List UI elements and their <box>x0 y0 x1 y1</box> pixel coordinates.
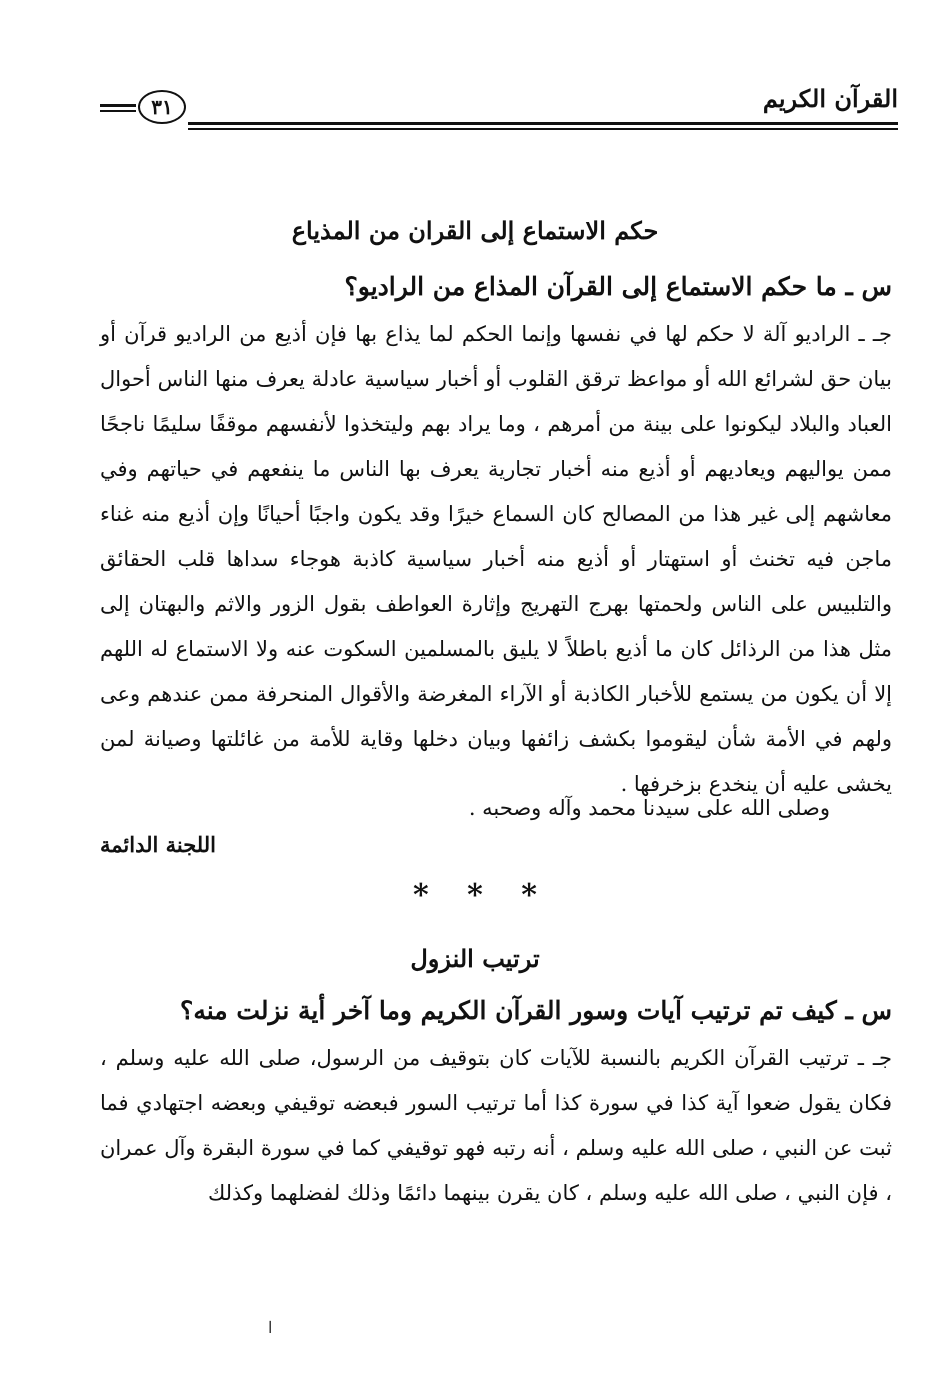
separator-star: * <box>467 878 483 913</box>
question-radio: س ـ ما حكم الاستماع إلى القرآن المذاع من الراديو؟ <box>344 272 892 301</box>
answer-radio <box>100 312 892 807</box>
question-revelation-order: س ـ كيف تم ترتيب آيات وسور القرآن الكريم وما آخر أية نزلت منه؟ <box>180 996 892 1025</box>
section-heading-revelation-order: ترتيب النزول <box>410 944 540 973</box>
answer-text: جـ ـ ترتيب القرآن الكريم بالنسبة للآيات كان بتوقيف من الرسول، صلى الله عليه وسلم ، فكان يقول ضعوا آية كذا في سورة كذا أما ترتيب السور فبعضه توقيفي وبعضه اجتهادي فما ثبت عن النبي ، صلى الله عليه وسلم ، أنه رتبه فهو توقيفي كما في سورة البقرة وآل عمران ، فإن النبي ، صلى الله عليه وسلم ، كان يقرن بينهما دائمًا وذلك لفضلهما وكذلك <box>100 1046 892 1205</box>
separator-star: * <box>412 878 429 913</box>
closing-prayer: وصلى الله على سيدنا محمد وآله وصحبه . <box>468 796 830 820</box>
header-rule-thin <box>188 128 898 130</box>
answer-text: جـ ـ الراديو آلة لا حكم لها في نفسها وإنما الحكم لما يذاع بها فإن أذيع من الراديو قرآن أو بيان حق لشرائع الله أو مواعظ ترقق القلوب أو أخبار سياسية عادلة يعرف منها الناس أحوال العباد والبلاد ليكونوا على بينة من أمرهم ، وما يراد بهم وليتخذوا لأنفسهم موقفًا سليمًا ناجحًا ممن يواليهم ويعاديهم أو أذيع منه أخبار تجارية يعرف بها الناس ما ينفعهم في حياتهم وفي معاشهم إلى غير هذا من المصالح كان السماع خيرًا وقد يكون واجبًا أحيانًا وإن أذيع منه غناء ماجن فيه تخنث أو استهتار أو أذيع منه أخبار سياسية كاذبة هوجاء سداها قلب الحقائق والتلبيس على الناس ولحمتها بهرج التهريج وإثارة العواطف بقول الزور والاثم والبهتان إلى مثل هذا من الرذائل كان ما أذيع باطلاً لا يليق بالمسلمين السكوت عنه ولا الاستماع له اللهم إلا أن يكون من يستمع للأخبار الكاذبة أو الآراء المغرضة والأقوال المنحرفة ممن عندهم وعى ولهم في الأمة شأن ليقوموا بكشف زائفها وبيان دخلها وقاية للأمة من غائلتها وصيانة لمن يخشى عليه أن ينخدع بزخرفها . <box>100 322 892 796</box>
book-title: القرآن الكريم <box>762 84 898 113</box>
stray-mark: ا <box>268 1318 273 1337</box>
header-rule-left-thin <box>100 110 136 112</box>
answer-revelation-order <box>100 1036 892 1216</box>
separator-star: * <box>521 878 537 913</box>
header-rule-left <box>100 104 136 107</box>
header-rule <box>188 122 898 125</box>
signature: اللجنة الدائمة <box>100 832 216 857</box>
page-number: ٣١ <box>138 90 186 124</box>
section-heading-radio: حكم الاستماع إلى القران من المذياع <box>291 216 659 245</box>
page-header <box>100 84 898 144</box>
section-separator <box>0 878 950 913</box>
